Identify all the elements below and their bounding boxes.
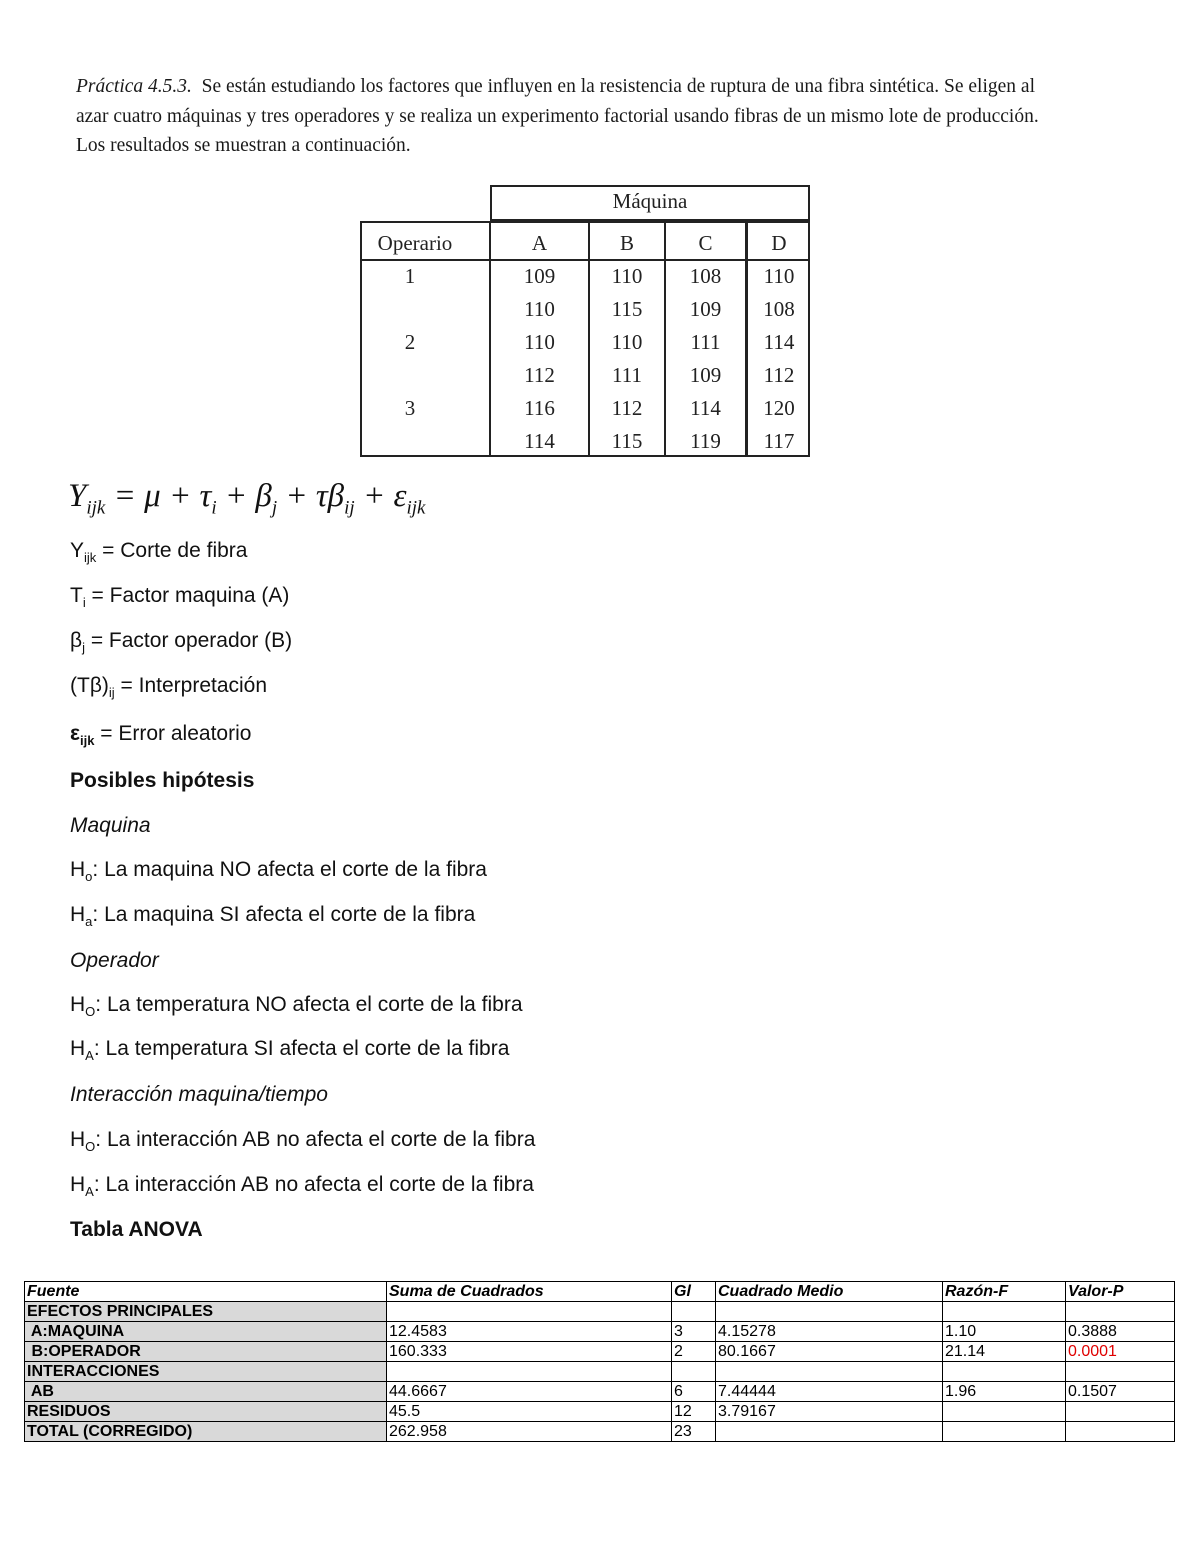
table-cell: 110 <box>524 330 555 354</box>
eq-plus-1: + <box>160 478 200 514</box>
table-cell: 108 <box>689 264 722 288</box>
anova-value-cell <box>672 1362 716 1382</box>
anova-value-cell: 23 <box>672 1422 716 1442</box>
anova-value-cell: 2 <box>672 1342 716 1362</box>
operator-3: 3 <box>404 396 416 420</box>
table-cell: 112 <box>611 396 643 420</box>
col-header-c: C <box>698 231 713 255</box>
table-cell: 110 <box>611 264 643 288</box>
table-cell: 119 <box>690 429 721 453</box>
anova-source-cell: INTERACCIONES <box>25 1362 387 1382</box>
def-t: $T_i$ = Factor maquina (A) <box>70 584 290 611</box>
col-header-a: A <box>531 231 548 255</box>
col-header-d: D <box>771 231 787 255</box>
operador-ha: $H_A$: La temperatura SI afecta el corte de la fibra <box>70 1037 510 1064</box>
maquina-heading: Maquina <box>70 814 151 837</box>
table-row <box>25 1302 1175 1322</box>
anova-value-cell: 7.44444 <box>716 1382 943 1402</box>
anova-value-cell: 262.958 <box>387 1422 672 1442</box>
anova-value-cell <box>943 1362 1066 1382</box>
anova-value-cell: 4.15278 <box>716 1322 943 1342</box>
anova-header-row <box>25 1282 1175 1302</box>
table-row <box>25 1342 1175 1362</box>
table-cell: 115 <box>611 429 643 453</box>
intro-text: Se están estudiando los factores que influyen en la resistencia de ruptura de una fibra sintética. Se eligen al azar cuatro máquinas y tres operadores y se realiza un experimento factorial usando fibras de un mismo lote de producción. Los resultados se muestran a continuación. <box>76 76 1039 156</box>
row-header: Operario <box>377 231 453 255</box>
anova-header-cell: Valor-P <box>1066 1282 1175 1302</box>
anova-value-cell <box>716 1362 943 1382</box>
anova-value-cell: 0.1507 <box>1066 1382 1175 1402</box>
anova-value-cell <box>1066 1362 1175 1382</box>
anova-value-cell <box>943 1302 1066 1322</box>
anova-value-cell <box>716 1302 943 1322</box>
anova-value-cell: 1.96 <box>943 1382 1066 1402</box>
table-cell: 112 <box>763 363 795 387</box>
eq-plus-3: + <box>277 478 316 514</box>
anova-value-cell: 3.79167 <box>716 1402 943 1422</box>
table-cell: 120 <box>763 396 795 420</box>
anova-value-cell: 3 <box>672 1322 716 1342</box>
anova-value-cell: 80.1667 <box>716 1342 943 1362</box>
anova-header-cell: Razón-F <box>943 1282 1066 1302</box>
table-cell: 116 <box>524 396 555 420</box>
eq-equals: = <box>105 478 145 514</box>
def-y: $Y_{ijk}$ = Corte de fibra <box>70 539 248 566</box>
anova-value-cell: 160.333 <box>387 1342 672 1362</box>
eq-taubeta: τβ <box>315 478 345 514</box>
eq-tau-sub: i <box>211 497 217 519</box>
interaccion-h0: $H_O$: La interacción AB no afecta el corte de la fibra <box>70 1128 536 1155</box>
eq-eps-sub: ijk <box>406 497 426 519</box>
eq-mu: μ <box>144 478 161 514</box>
table-cell: 108 <box>763 297 795 321</box>
anova-source-cell: RESIDUOS <box>25 1402 387 1422</box>
table-cell: 115 <box>611 297 643 321</box>
table-cell: 112 <box>524 363 555 387</box>
table-row <box>25 1322 1175 1342</box>
anova-value-cell: 12.4583 <box>387 1322 672 1342</box>
group-header: Máquina <box>612 189 688 213</box>
anova-value-cell: 6 <box>672 1382 716 1402</box>
anova-source-cell: A:MAQUINA <box>25 1322 387 1342</box>
maquina-h0: $H_o$: La maquina NO afecta el corte de la fibra <box>70 858 487 885</box>
anova-source-cell: AB <box>25 1382 387 1402</box>
eq-plus-2: + <box>216 478 256 514</box>
anova-value-cell <box>1066 1302 1175 1322</box>
model-equation <box>68 478 425 520</box>
def-eps: $\varepsilon_{ijk}$ = Error aleatorio <box>70 722 252 749</box>
table-row <box>25 1382 1175 1402</box>
anova-source-cell: TOTAL (CORREGIDO) <box>25 1422 387 1442</box>
anova-value-cell: 44.6667 <box>387 1382 672 1402</box>
table-row <box>25 1362 1175 1382</box>
col-header-b: B <box>619 231 634 255</box>
def-beta: $\beta_j$ = Factor operador (B) <box>70 629 293 656</box>
anova-value-cell <box>387 1362 672 1382</box>
table-cell: 110 <box>763 264 795 288</box>
eq-taubeta-sub: ij <box>344 497 355 519</box>
header-rule <box>360 259 810 261</box>
eq-y: Y <box>68 478 87 514</box>
anova-value-cell <box>943 1422 1066 1442</box>
anova-source-cell: B:OPERADOR <box>25 1342 387 1362</box>
table-cell: 117 <box>763 429 795 453</box>
anova-value-cell <box>716 1422 943 1442</box>
data-table <box>360 185 810 457</box>
anova-value-cell: 45.5 <box>387 1402 672 1422</box>
operator-2: 2 <box>404 330 416 354</box>
intro-paragraph <box>76 72 1046 161</box>
anova-title: Tabla ANOVA <box>70 1218 203 1241</box>
table-cell: 114 <box>524 429 555 453</box>
anova-value-cell: 21.14 <box>943 1342 1066 1362</box>
anova-value-cell <box>1066 1402 1175 1422</box>
table-cell: 110 <box>611 330 643 354</box>
table-cell: 111 <box>612 363 642 387</box>
operador-h0: $H_O$: La temperatura NO afecta el corte de la fibra <box>70 993 523 1020</box>
eq-tau: τ <box>199 478 212 514</box>
table-cell: 114 <box>763 330 795 354</box>
table-cell: 109 <box>689 297 722 321</box>
anova-table <box>24 1281 1175 1442</box>
eq-eps: ε <box>393 478 407 514</box>
anova-header-cell: Gl <box>672 1282 716 1302</box>
interaccion-heading: Interacción maquina/tiempo <box>70 1083 328 1106</box>
anova-header-cell: Cuadrado Medio <box>716 1282 943 1302</box>
def-tbeta: $(T\beta)_{ij}$ = Interpretación <box>70 674 268 701</box>
anova-value-cell: 12 <box>672 1402 716 1422</box>
table-cell: 110 <box>524 297 555 321</box>
anova-source-cell: EFECTOS PRINCIPALES <box>25 1302 387 1322</box>
table-cell: 109 <box>523 264 556 288</box>
anova-value-cell: 0.3888 <box>1066 1322 1175 1342</box>
operator-1: 1 <box>404 264 416 288</box>
table-cell: 111 <box>690 330 721 354</box>
anova-value-cell: 1.10 <box>943 1322 1066 1342</box>
eq-plus-4: + <box>354 478 394 514</box>
maquina-ha: $H_a$: La maquina SI afecta el corte de la fibra <box>70 903 476 930</box>
eq-beta: β <box>255 478 272 514</box>
table-cell: 114 <box>690 396 721 420</box>
anova-header-cell: Suma de Cuadrados <box>387 1282 672 1302</box>
eq-beta-sub: j <box>271 497 278 519</box>
anova-value-cell <box>1066 1422 1175 1442</box>
table-row <box>25 1402 1175 1422</box>
operador-heading: Operador <box>70 949 159 972</box>
anova-header-cell: Fuente <box>25 1282 387 1302</box>
table-cell: 109 <box>689 363 722 387</box>
anova-value-cell <box>672 1302 716 1322</box>
anova-value-cell <box>943 1402 1066 1422</box>
anova-value-cell <box>387 1302 672 1322</box>
anova-value-cell: 0.0001 <box>1066 1342 1175 1362</box>
interaccion-ha: $H_A$: La interacción AB no afecta el corte de la fibra <box>70 1173 534 1200</box>
table-row <box>25 1422 1175 1442</box>
eq-y-sub: ijk <box>86 497 106 519</box>
practice-label: Práctica 4.5.3. <box>76 76 192 97</box>
hypotheses-title: Posibles hipótesis <box>70 769 255 792</box>
